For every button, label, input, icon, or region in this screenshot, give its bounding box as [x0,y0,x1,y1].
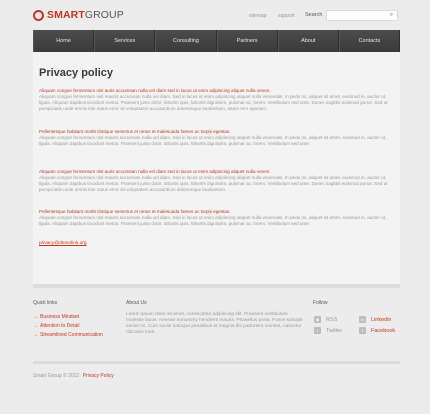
linkedin-icon: in [360,317,365,322]
copyright [33,373,114,379]
logo-text-rest: GROUP [84,9,124,21]
policy-paragraph [39,209,395,227]
policy-paragraph [39,129,395,147]
logo[interactable] [33,9,124,21]
paragraph-body: Aliquam congue fermentum nisl mauris accumsan nulla vel diam. Sed in lacus ut enim adipiscing aliquet nulla venenatis. In pede mi, aliquet sit amet, euismod in, auctor ut, ligula. Aliquam dapibus tincidunt metus. Praesent justo dolor, lobortis quis, lobortis dignissim, pulvinar ac, lorem. Vestibulum sed ante. [39,215,387,226]
main-nav [33,30,400,52]
page-title: Privacy policy [39,67,113,79]
follow-facebook[interactable]: f Facebook [359,327,395,334]
quick-link-business-mindset[interactable]: → Business Mindset [33,314,80,320]
follow-rss[interactable]: ◉ RSS [315,316,338,323]
nav-partners[interactable]: Partners [217,30,278,52]
nav-about[interactable]: About [278,30,339,52]
paragraph-lead: Pellentesque habitant morbi tristique senectus et netus et malesuada fames ac turpis egestas. [39,209,231,214]
email-link[interactable]: privacy@demolink.org [39,241,87,246]
paragraph-lead: Aliquam congue fermentum nisl auris accumsan nulla vel diam sed in lacus ut enim adipiscing aliquet nulla venen. [39,88,271,93]
arrow-right-icon: → [33,314,38,320]
about-us-text: Lorem ipsum dolor sit amet, consectetur adipiscing elit. Praesent vestibulum molestie lacus. Aenean nonummy hendrerit mauris. Phasellus porta. Fusce suscipit varius mi. Cum sociis natoque penatibus et magnis dis parturient montes, nascetur ridiculus mus. [126,312,303,335]
follow-title: Follow [313,300,328,306]
logo-text-accent: SMART [47,9,85,21]
arrow-right-icon: → [33,332,38,338]
nav-services[interactable]: Services [94,30,155,52]
follow-linkedin[interactable]: in Linkedin [360,316,392,323]
nav-consulting[interactable]: Consulting [155,30,216,52]
policy-paragraph [39,169,395,193]
paragraph-body: Aliquam congue fermentum nisl mauris accumsan nulla vel diam. Sed in lacus ut enim adipiscing aliquet nulla venenatis. In pede mi, aliquet sit amet, euismod in, auctor ut, ligula. Aliquam dapibus tincidunt metus. Praesent justo dolor, lobortis quis, lobortis dignissim, pulvinar ac, lorem. Vestibulum sed ante. [39,135,387,146]
copyright-text: Smart Group © 2012 [33,373,80,379]
quick-link-attention-to-detail[interactable]: → Attention to Detail [33,323,80,329]
search-label: Search [305,12,323,18]
header [0,0,430,32]
logo-ring-icon [33,10,44,21]
search-input[interactable] [326,10,398,21]
policy-paragraph [39,88,395,112]
sitemap-link[interactable]: sitemap [249,13,267,19]
paragraph-lead: Aliquam congue fermentum nisl auris accumsan nulla vel diam sed in lacus ut enim adipiscing aliquet nulla venen. [39,169,271,174]
nav-contacts[interactable]: Contacts [339,30,400,52]
facebook-icon: f [359,327,366,334]
paragraph-body: Aliquam congue fermentum nisl mauris accumsan nulla vel diam. Sed in lacus ut enim adipiscing aliquet nulla venenatis. In pede mi, aliquet sit amet, euismod in, auctor ut, ligula. Aliquam dapibus tincidunt metus. Praesent justo dolor, lobortis quis, lobortis dignissim, pulvinar ac, lorem. Vestibulum sed ante. Donec sagittis euismod purus. Sed ut perspiciatis unde omnis iste natus error sit voluptatem accusantium doloremque laudantium. [39,175,388,192]
footer [33,288,400,360]
rss-icon: ◉ [315,317,320,322]
bottom-divider [33,361,400,364]
twitter-icon: t [314,327,321,334]
support-link[interactable]: support [278,13,295,19]
quick-link-streamlined-communication[interactable]: → Streamlined Communication [33,332,103,338]
paragraph-body: Aliquam congue fermentum nisl mauris accumsan nulla vel diam. Sed in lacus ut enim adipiscing aliquet nulla venenatis. In pede mi, aliquet sit amet, euismod in, auctor ut, ligula. Aliquam dapibus tincidunt metus. Praesent justo dolor, lobortis quis, lobortis dignissim, pulvinar ac, lorem. Vestibulum sed ante. Donec sagittis euismod purus. Sed ut perspiciatis unde omnis iste natus error sit voluptatem accusantium doloremque laudantium, totam rem aperiam. [39,94,388,111]
search-icon[interactable]: » [389,12,393,18]
nav-home[interactable]: Home [33,30,94,52]
arrow-right-icon: → [33,323,38,329]
about-us-title: About Us [126,300,147,306]
paragraph-lead: Pellentesque habitant morbi tristique senectus et netus et malesuada fames ac turpis egestas. [39,129,231,134]
follow-twitter[interactable]: t Twitter [314,327,342,334]
main-content [33,52,400,284]
privacy-policy-link[interactable]: Privacy Policy [82,373,114,379]
quick-links-title: Quick links [33,300,58,306]
